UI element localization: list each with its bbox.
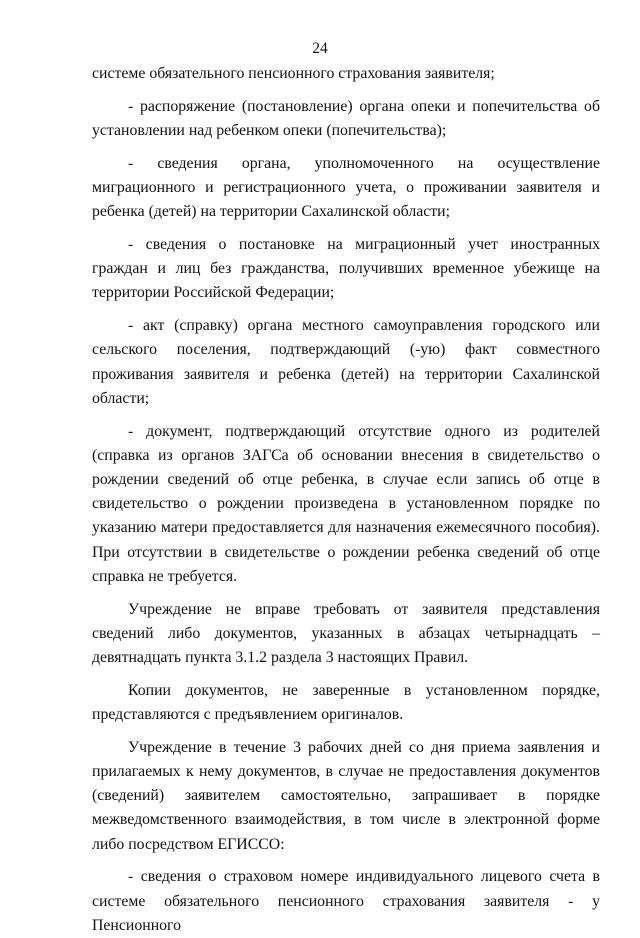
paragraph-continuation: системе обязательного пенсионного страхования заявителя; (92, 65, 495, 82)
document-body (92, 62, 600, 938)
paragraph-cohabitation-act: - акт (справку) органа местного самоуправления городского или сельского поселения, подтверждающий (-ую) факт совместного проживания заявителя и ребенка (детей) на территории Сахалинской области; (92, 317, 600, 407)
page-number: 24 (312, 40, 328, 57)
paragraph-guardianship-order: - распоряжение (постановление) органа опеки и попечительства об установлении над ребенком опеки (попечительства); (92, 97, 600, 139)
paragraph-migration-residence: - сведения органа, уполномоченного на осуществление миграционного и регистрационного учета, о проживании заявителя и ребенка (детей) на территории Сахалинской области; (92, 154, 600, 221)
paragraph-no-demand: Учреждение не вправе требовать от заявителя представления сведений либо документов, указанных в абзацах четырнадцать –девятнадцать пункта 3.1.2 раздела 3 настоящих Правил. (92, 600, 600, 667)
paragraph-copies: Копии документов, не заверенные в установленном порядке, представляются с предъявлением оригиналов. (92, 681, 600, 724)
paragraph-insurance-number: - сведения о страховом номере индивидуального лицевого счета в системе обязательного пенсионного страхования заявителя - у Пенсионного (92, 868, 600, 934)
paragraph-temporary-asylum: - сведения о постановке на миграционный учет иностранных граждан и лиц без гражданства, получивших временное убежище на территории Российской Федерации; (92, 236, 600, 302)
paragraph-parent-absence: - документ, подтверждающий отсутствие одного из родителей (справка из органов ЗАГСа об основании внесения в свидетельство о рождении сведений об отце ребенка, в случае если запись об отце в свидетельство о рождении произведена в установленном порядке по указанию матери предоставляется для назначения ежемесячного пособия). При отсутствии в свидетельстве о рождении ребенка сведений об отце справка не требуется. (92, 422, 600, 585)
paragraph-interagency-request: Учреждение в течение 3 рабочих дней со дня приема заявления и прилагаемых к нему документов, в случае не предоставления документов (сведений) заявителем самостоятельно, запрашивает в порядке межведомственного взаимодействия, в том числе в электронной форме либо посредством ЕГИССО: (92, 738, 600, 853)
